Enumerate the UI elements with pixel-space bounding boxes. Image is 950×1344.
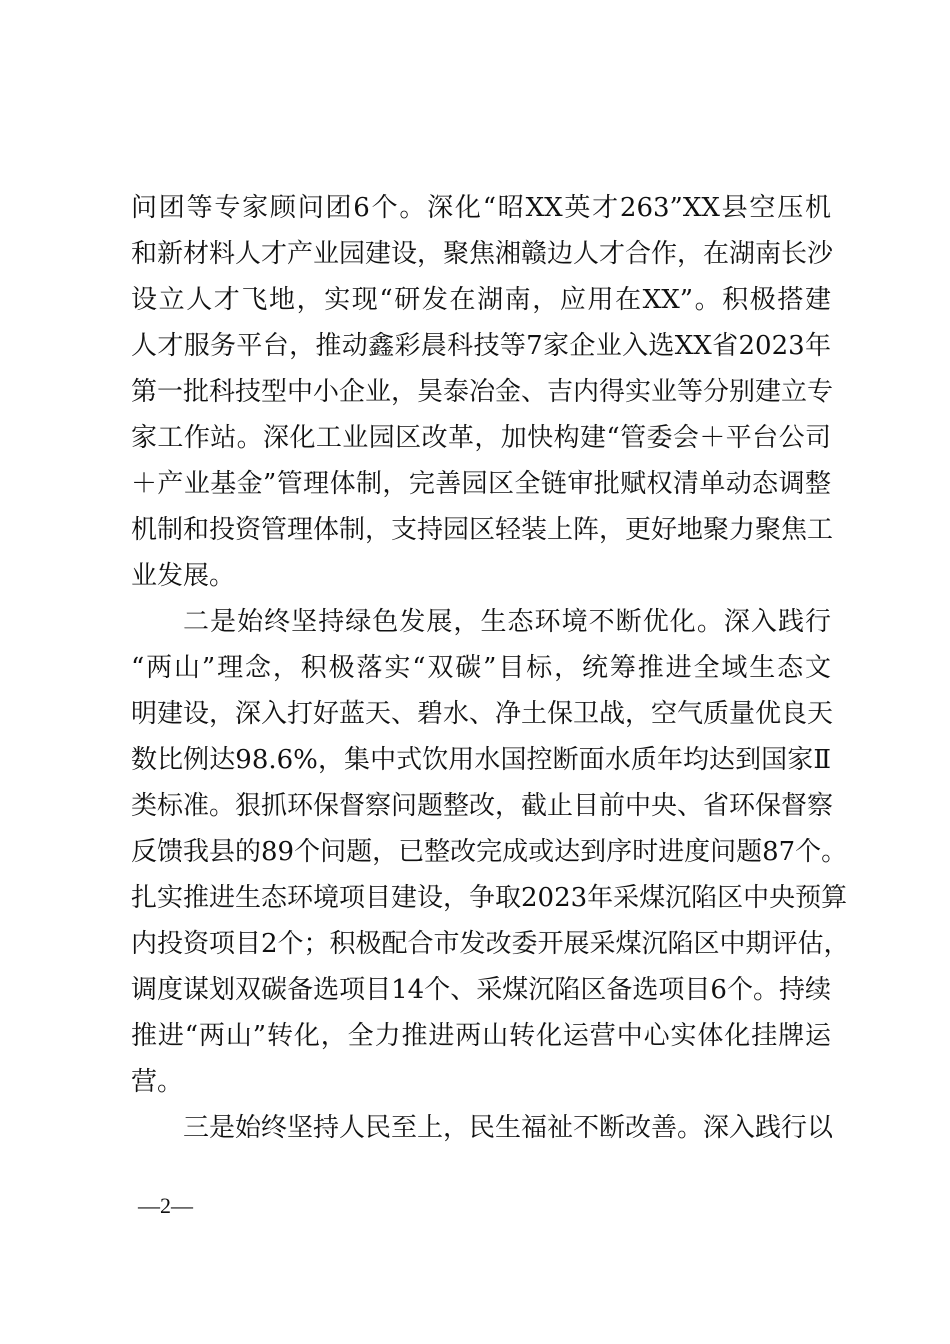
body-line-7: ＋产业基金”管理体制，完善园区全链审批赋权清单动态调整 (131, 469, 831, 499)
body-line-18: 调度谋划双碳备选项目14个、采煤沉陷区备选项目6个。持续 (131, 975, 831, 1005)
body-line-11: “两山”理念，积极落实“双碳”目标，统筹推进全域生态文 (131, 653, 831, 683)
body-line-1: 问团等专家顾问团6个。深化“昭XX英才263”XX县空压机 (131, 193, 831, 223)
body-line-17: 内投资项目2个；积极配合市发改委开展采煤沉陷区中期评估， (131, 929, 850, 959)
paragraph-2-heading-line: 二是始终坚持绿色发展，生态环境不断优化。深入践行 (183, 607, 831, 637)
body-line-3: 设立人才飞地，实现“研发在湖南，应用在XX”。积极搭建 (131, 285, 831, 315)
page-number: —2— (138, 1193, 193, 1218)
paragraph-3-heading-line: 三是始终坚持人民至上，民生福祉不断改善。深入践行以 (183, 1113, 834, 1143)
body-line-9: 业发展。 (131, 561, 236, 591)
body-line-19: 推进“两山”转化，全力推进两山转化运营中心实体化挂牌运 (131, 1021, 831, 1051)
body-line-20: 营。 (131, 1067, 184, 1097)
body-line-4: 人才服务平台，推动鑫彩晨科技等7家企业入选XX省2023年 (131, 331, 831, 361)
body-line-16: 扎实推进生态环境项目建设，争取2023年采煤沉陷区中央预算 (131, 883, 848, 913)
body-line-12: 明建设，深入打好蓝天、碧水、净土保卫战，空气质量优良天 (131, 699, 834, 729)
body-line-6: 家工作站。深化工业园区改革，加快构建“管委会＋平台公司 (131, 423, 831, 453)
body-line-5: 第一批科技型中小企业，昊泰冶金、吉内得实业等分别建立专 (131, 377, 834, 407)
body-line-2: 和新材料人才产业园建设，聚焦湘赣边人才合作，在湖南长沙 (131, 239, 834, 269)
body-line-15: 反馈我县的89个问题，已整改完成或达到序时进度问题87个。 (131, 837, 848, 867)
body-line-14: 类标准。狠抓环保督察问题整改，截止目前中央、省环保督察 (131, 791, 834, 821)
body-line-13: 数比例达98.6%，集中式饮用水国控断面水质年均达到国家Ⅱ (131, 745, 831, 775)
body-line-8: 机制和投资管理体制，支持园区轻装上阵，更好地聚力聚焦工 (131, 515, 834, 545)
